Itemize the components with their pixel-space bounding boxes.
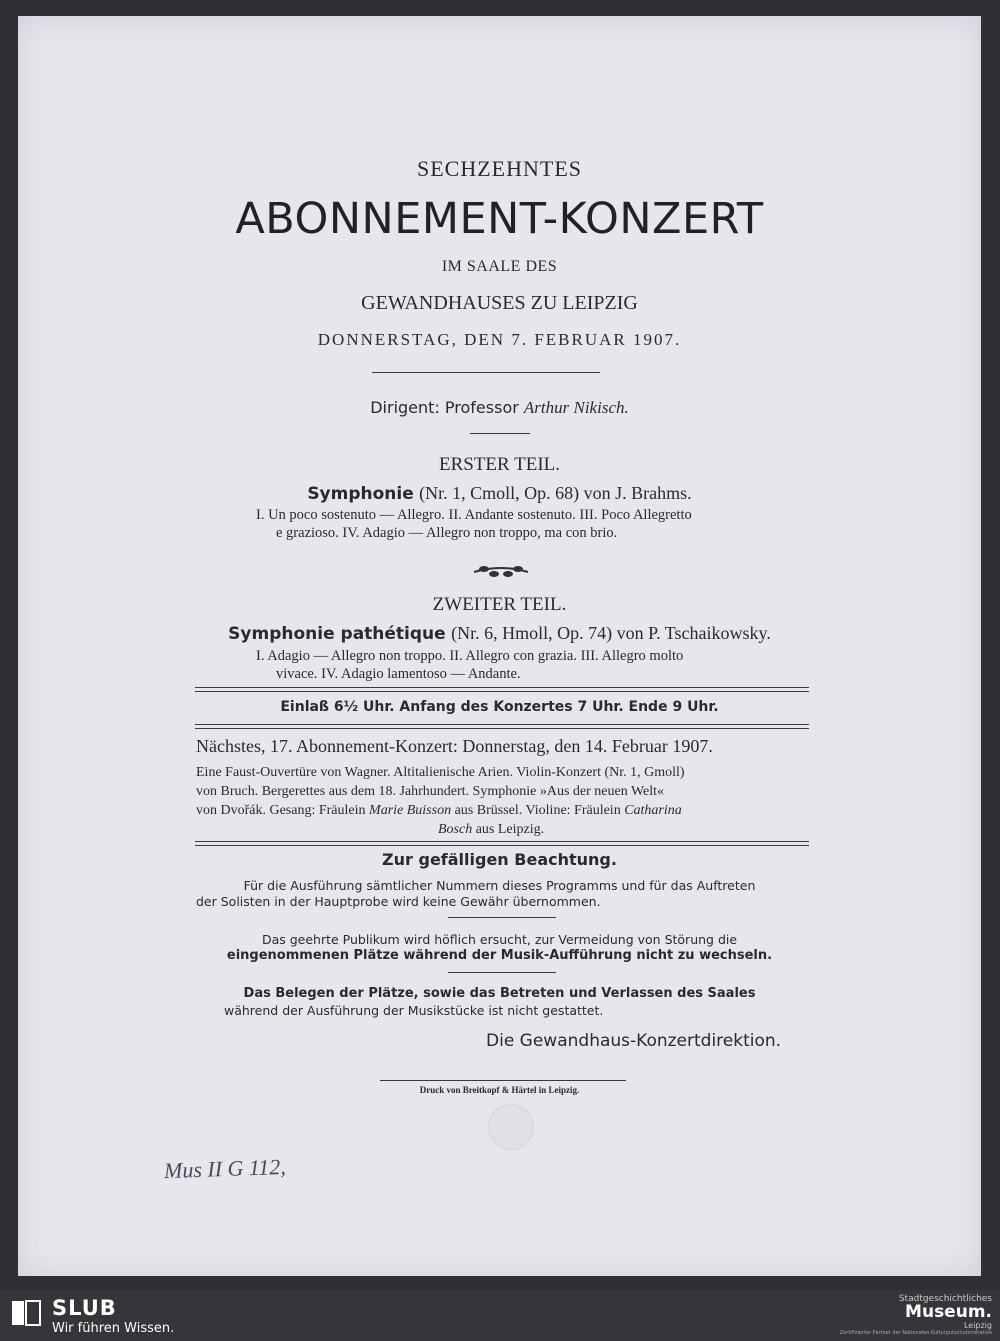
notice-p3-line-1: Das Belegen der Plätze, sowie das Betreten und Verlassen des Saales — [243, 986, 756, 1001]
museum-name: Museum. — [905, 1302, 992, 1322]
conductor-line — [18, 398, 981, 418]
notice-heading: Zur gefälligen Beachtung. — [382, 850, 617, 869]
next-line5-b: aus Leipzig. — [475, 822, 545, 837]
part2-work-title: Symphonie pathétique — [228, 624, 446, 644]
next-line5-violinist: Bosch — [438, 822, 473, 837]
next-line4-soloist: Marie Buisson — [369, 803, 452, 818]
next-concert-line-4 — [196, 802, 682, 820]
direction-signature: Die Gewandhaus-Konzertdirektion. — [486, 1031, 782, 1051]
part1-work-details: (Nr. 1, Cmoll, Op. 68) von J. Brahms. — [419, 483, 692, 503]
next-concert-line-5 — [438, 821, 544, 839]
conductor-name: Arthur Nikisch. — [523, 398, 629, 417]
header-line-4: GEWANDHAUSES ZU LEIPZIG — [361, 292, 638, 314]
concert-date: DONNERSTAG, DEN 7. FEBRUAR 1907. — [317, 330, 682, 349]
divider-short — [470, 433, 530, 434]
museum-city: Leipzig — [963, 1321, 992, 1330]
handwritten-shelfmark: Mus II G 112, — [163, 1153, 287, 1184]
notice-p2-line-2: eingenommenen Plätze während der Musik-Aufführung nicht zu wechseln. — [226, 948, 773, 963]
museum-note: Zertifizierter Partner der Nationalen Kulturgutschutzinitiative — [839, 1330, 992, 1336]
concert-program-page — [18, 16, 981, 1276]
next-concert-heading: Nächstes, 17. Abonnement-Konzert: Donnerstag, den 14. Februar 1907. — [196, 736, 713, 756]
header-line-3: IM SAALE DES — [441, 258, 558, 275]
next-concert-line-3: von Bruch. Bergerettes aus dem 18. Jahrhundert. Symphonie »Aus der neuen Welt« — [196, 784, 665, 799]
next-concert-line-2: Eine Faust-Ouvertüre von Wagner. Altitalienische Arien. Violin-Konzert (Nr. 1, Gmoll) — [196, 765, 685, 780]
conductor-prefix: Dirigent: Professor — [370, 398, 519, 417]
part2-work-details: (Nr. 6, Hmoll, Op. 74) von P. Tschaikowsky. — [451, 623, 771, 643]
embossed-stamp-icon — [488, 1104, 534, 1150]
museum-top-text: Stadtgeschichtliches — [898, 1294, 992, 1304]
part1-heading: ERSTER TEIL. — [438, 454, 561, 475]
part2-movements-1: I. Adagio — Allegro non troppo. II. Allegro con grazia. III. Allegro molto — [256, 648, 684, 664]
header-line-1: SECHZEHNTES — [417, 156, 582, 181]
divider-notice-2 — [448, 972, 556, 973]
footer-bar — [0, 1290, 1000, 1341]
printer-credit: Druck von Breitkopf & Härtel in Leipzig. — [419, 1085, 580, 1095]
concert-times: Einlaß 6½ Uhr. Anfang des Konzertes 7 Uhr. Ende 9 Uhr. — [280, 699, 719, 715]
part2-movements-2: vivace. IV. Adagio lamentoso — Andante. — [276, 666, 521, 682]
notice-p1-line-1: Für die Ausführung sämtlicher Nummern dieses Programms und für das Auftreten — [243, 878, 756, 893]
concert-title: ABONNEMENT-KONZERT — [235, 194, 764, 244]
divider-ornament — [372, 372, 600, 373]
part2-heading: ZWEITER TEIL. — [432, 594, 567, 615]
notice-p3-line-2: während der Ausführung der Musikstücke ist nicht gestattet. — [224, 1003, 604, 1018]
part1-work-line — [18, 483, 981, 504]
part2-work-line — [18, 623, 981, 644]
museum-logo[interactable] — [840, 1294, 992, 1336]
double-rule-3 — [195, 841, 809, 846]
double-rule-2 — [195, 724, 809, 729]
next-line4-violinist: Catharina — [624, 803, 682, 818]
part1-movements-1: I. Un poco sostenuto — Allegro. II. Andante sostenuto. III. Poco Allegretto — [256, 507, 692, 523]
divider-printer — [380, 1080, 626, 1081]
slub-brand[interactable]: SLUB — [52, 1296, 117, 1320]
part1-work-title: Symphonie — [307, 484, 414, 504]
part1-movements-2: e grazioso. IV. Adagio — Allegro non troppo, ma con brio. — [276, 525, 618, 541]
divider-notice-1 — [448, 917, 556, 918]
notice-p2-line-1: Das geehrte Publikum wird höflich ersucht, zur Vermeidung von Störung die — [261, 932, 738, 947]
double-rule-1 — [195, 687, 809, 692]
slub-tagline: Wir führen Wissen. — [52, 1321, 175, 1336]
slub-logo-icon[interactable] — [10, 1297, 42, 1329]
next-line4-a: von Dvořák. Gesang: Fräulein — [196, 803, 366, 818]
notice-p1-line-2: der Solisten in der Hauptprobe wird keine Gewähr übernommen. — [196, 894, 601, 909]
laurel-ornament-icon — [470, 560, 532, 580]
next-line4-c: aus Brüssel. Violine: Fräulein — [454, 803, 621, 818]
